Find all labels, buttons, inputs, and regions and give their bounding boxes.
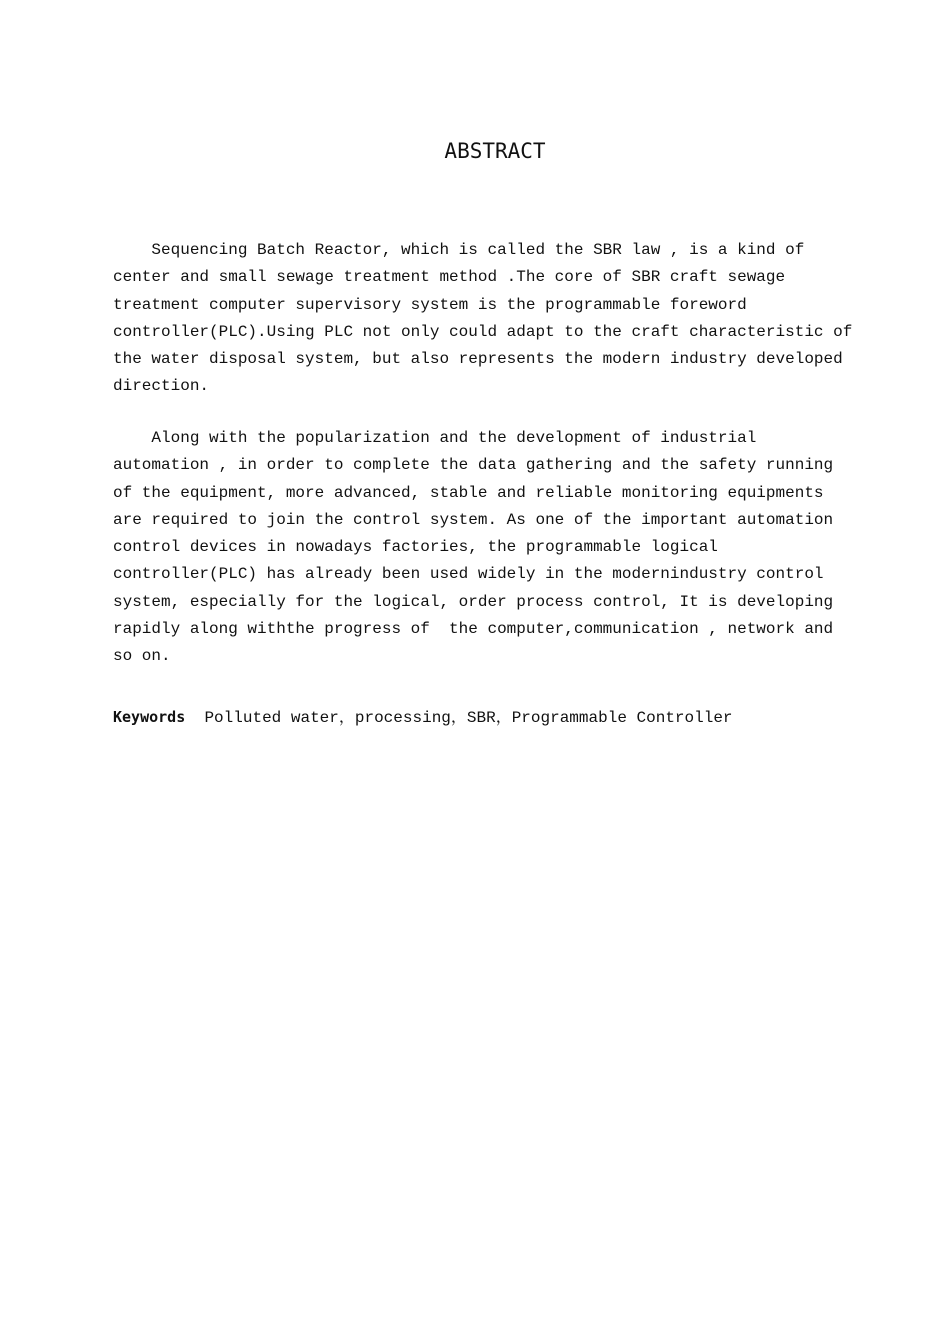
abstract-title: ABSTRACT	[444, 139, 546, 163]
keywords-line	[113, 704, 873, 732]
paragraph-line: Along with the popularization and the development of industrial	[113, 429, 757, 447]
paragraph-line: Sequencing Batch Reactor, which is called the SBR law , is a kind of	[113, 241, 805, 259]
paragraph-line: treatment computer supervisory system is the programmable foreword	[113, 295, 747, 314]
paragraph-line: of the equipment, more advanced, stable and reliable monitoring equipments	[113, 483, 824, 502]
paragraph-line: control devices in nowadays factories, the programmable logical	[113, 538, 718, 557]
abstract-paragraph-1	[113, 237, 863, 401]
paragraph-line: controller(PLC).Using PLC not only could adapt to the craft characteristic of	[113, 322, 853, 341]
paragraph-line: center and small sewage treatment method .The core of SBR craft sewage	[113, 268, 786, 287]
keywords-value: Polluted water，processing，SBR，Programmable Controller	[185, 709, 733, 727]
paragraph-line: automation , in order to complete the data gathering and the safety running	[113, 456, 834, 475]
paragraph-line: rapidly along withthe progress of the computer,communication , network and	[113, 620, 834, 639]
paragraph-line: controller(PLC) has already been used widely in the modernindustry control	[113, 565, 824, 584]
abstract-paragraph-2	[113, 425, 863, 671]
paragraph-line: so on.	[113, 647, 171, 666]
paragraph-line: the water disposal system, but also represents the modern industry developed	[113, 350, 843, 369]
paragraph-line: system, especially for the logical, order process control, It is developing	[113, 592, 834, 611]
paragraph-line: are required to join the control system. As one of the important automation	[113, 510, 834, 529]
keywords-label: Keywords	[113, 708, 186, 726]
paragraph-line: direction.	[113, 377, 210, 396]
